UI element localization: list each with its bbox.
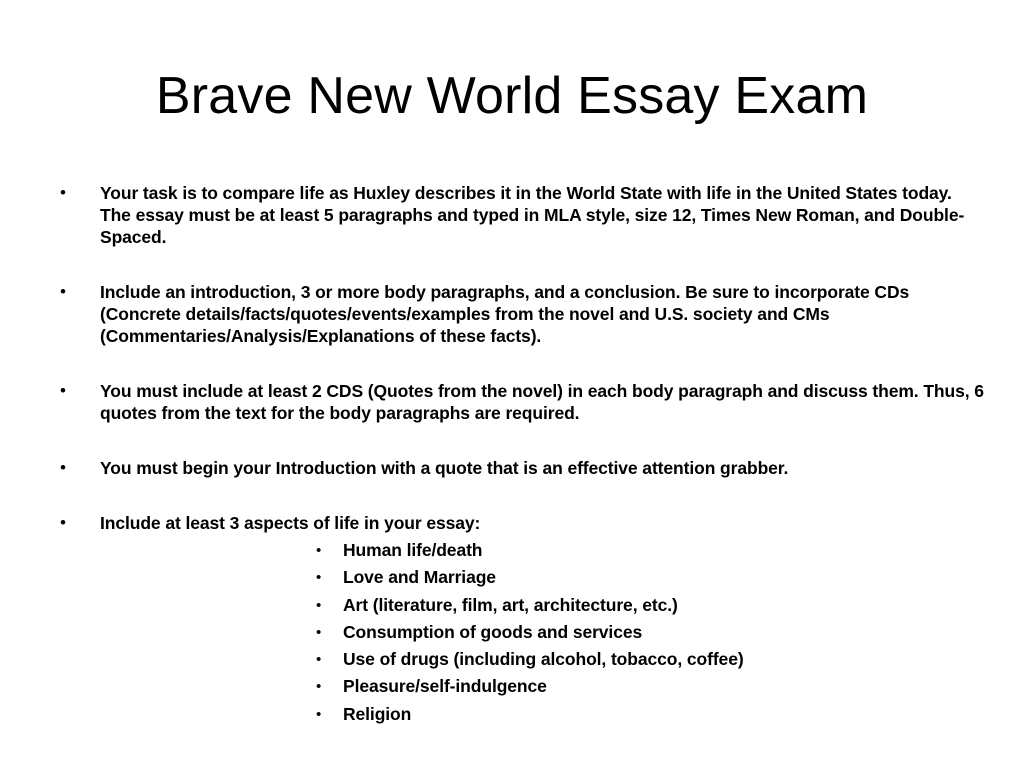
bullet-marker: •: [60, 513, 66, 532]
bullet-list: [0, 182, 1024, 761]
aspect-text: Pleasure/self-indulgence: [343, 676, 547, 697]
bullet-text: Include at least 3 aspects of life in your essay:: [100, 513, 481, 533]
aspect-text: Use of drugs (including alcohol, tobacco, coffee): [343, 649, 744, 670]
aspect-text: Art (literature, film, art, architecture, etc.): [343, 594, 678, 615]
bullet-text: Your task is to compare life as Huxley describes it in the World State with life in the United States today. The essay must be at least 5 paragraphs and typed in MLA style, size 12, Times New Roman, and Double-Spaced.: [100, 183, 965, 247]
bullet-marker: •: [316, 651, 322, 669]
bullet-item: [0, 281, 1024, 347]
bullet-marker: •: [316, 596, 322, 614]
bullet-marker: •: [60, 282, 66, 301]
aspect-item: [100, 619, 984, 646]
bullet-marker: •: [316, 569, 322, 587]
bullet-marker: •: [60, 183, 66, 202]
bullet-text: You must include at least 2 CDS (Quotes from the novel) in each body paragraph and discuss them. Thus, 6 quotes from the text for the body paragraphs are required.: [100, 381, 984, 423]
bullet-marker: •: [60, 458, 66, 477]
bullet-item: [0, 182, 1024, 248]
slide-title: Brave New World Essay Exam: [155, 67, 869, 125]
bullet-marker: •: [316, 705, 322, 723]
bullet-marker: •: [60, 381, 66, 400]
aspect-text: Consumption of goods and services: [343, 621, 643, 642]
aspect-item: [100, 564, 984, 591]
aspect-item: [100, 701, 984, 728]
aspect-text: Love and Marriage: [343, 567, 496, 588]
aspects-sublist: [100, 537, 984, 728]
bullet-marker: •: [316, 542, 322, 559]
aspect-item: [100, 537, 984, 564]
bullet-item: [0, 457, 1024, 479]
bullet-item: [0, 512, 1024, 728]
bullet-marker: •: [316, 678, 322, 696]
aspect-text: Religion: [343, 703, 412, 724]
bullet-marker: •: [316, 623, 322, 641]
bullet-item: [0, 380, 1024, 424]
aspect-item: [100, 673, 984, 700]
aspect-text: Human life/death: [343, 540, 483, 560]
bullet-text: Include an introduction, 3 or more body paragraphs, and a conclusion. Be sure to incorporate CDs (Concrete details/facts/quotes/events/examples from the novel and U.S. society and CMs (Commentaries/Analysis/Explanations of these facts).: [100, 282, 910, 346]
aspect-item: [100, 646, 984, 673]
bullet-text: You must begin your Introduction with a quote that is an effective attention grabber.: [100, 458, 789, 478]
aspect-item: [100, 592, 984, 619]
